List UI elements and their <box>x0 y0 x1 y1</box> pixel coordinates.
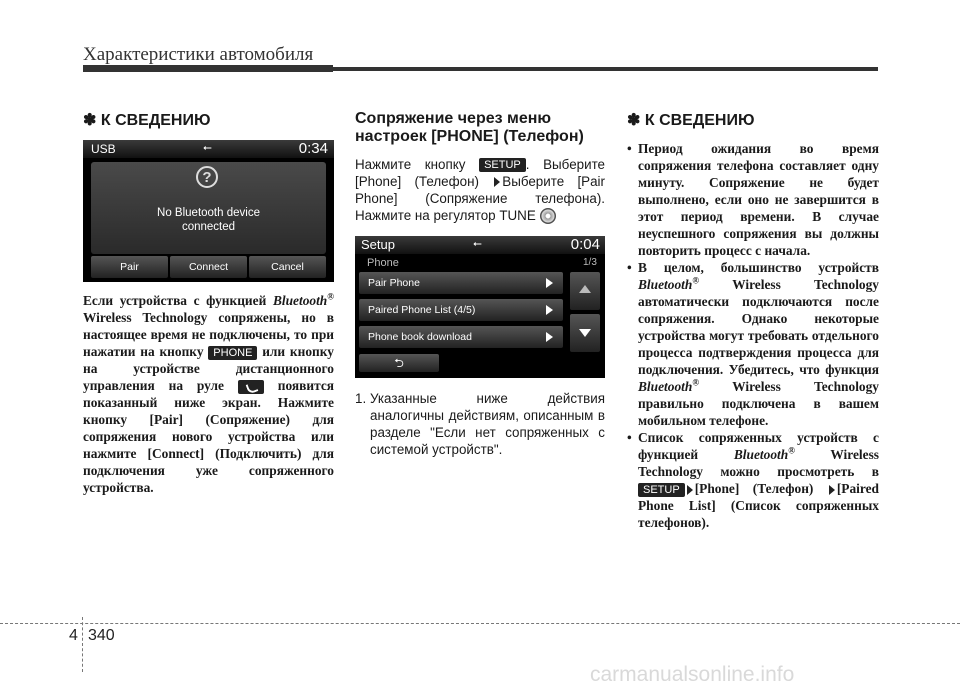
message-line-2: connected <box>181 221 236 233</box>
bullet: • <box>627 430 632 445</box>
arrow-right-icon <box>494 177 500 187</box>
text-run: Wireless Technology можно просмотреть в <box>638 447 879 479</box>
phone-button-badge: PHONE <box>208 346 257 360</box>
dialog-message <box>91 206 326 234</box>
scroll-up-button[interactable] <box>570 272 600 310</box>
item-text: Указанные ниже действия аналогичны действиям, описанным в разделе "Если нет сопряженных с системой устройств". <box>370 391 605 458</box>
screen-subtitle: Phone <box>367 257 399 270</box>
page-number: 340 <box>88 627 115 644</box>
steering-phone-icon <box>238 380 264 394</box>
back-button[interactable]: ⮌ <box>359 354 439 372</box>
question-icon: ? <box>196 166 218 188</box>
column-middle <box>355 110 605 458</box>
screen-status-bar <box>83 140 334 158</box>
usb-icon: ⭠ <box>473 238 482 251</box>
bluetooth-term: Bluetooth <box>638 379 693 394</box>
clock: 0:34 <box>298 140 328 157</box>
dialog-body <box>91 162 326 254</box>
play-arrow-icon <box>546 332 553 342</box>
screen-status-bar <box>355 236 605 254</box>
pair-button[interactable]: Pair <box>91 256 168 278</box>
screen-title: Setup <box>361 237 395 253</box>
list-item <box>627 140 879 259</box>
setup-button-badge: SETUP <box>479 158 526 172</box>
bluetooth-term: Bluetooth <box>272 293 328 308</box>
chapter-number: 4 <box>69 627 78 644</box>
column-left <box>83 110 334 496</box>
text-run: [Phone] (Телефон) <box>694 481 827 496</box>
bullet: • <box>627 141 632 156</box>
arrow-right-icon <box>687 485 693 495</box>
bluetooth-term: Bluetooth <box>733 447 789 462</box>
header-rule-accent <box>83 65 333 72</box>
no-device-screen <box>83 140 334 282</box>
cancel-button[interactable]: Cancel <box>249 256 326 278</box>
text-run: Если устройства с функцией <box>83 293 267 308</box>
note-heading: ✽ К СВЕДЕНИЮ <box>83 112 211 129</box>
source-label: USB <box>91 142 116 156</box>
setup-button-badge: SETUP <box>638 483 685 497</box>
numbered-item <box>355 390 605 458</box>
registered-mark: ® <box>327 291 334 302</box>
bullet: • <box>627 260 632 275</box>
menu-item-phonebook[interactable] <box>359 326 563 348</box>
text-run: Список сопряженных устройств с функцией <box>638 430 879 462</box>
text-run: [Paired Phone List] (Список сопряженных телефонов). <box>638 481 879 530</box>
tune-knob-icon <box>540 208 556 224</box>
registered-mark: ® <box>788 445 795 456</box>
footer-rule <box>0 623 960 624</box>
text-run: или кнопку на устройстве дистанционного управления на руле <box>83 344 334 393</box>
dialog-buttons <box>91 256 326 278</box>
text-run: Выберите [Pair Phone] (Сопряжение телефона). Нажмите на регулятор TUNE <box>355 174 605 223</box>
text-run: Нажмите кнопку <box>355 157 480 172</box>
watermark: carmanualsonline.info <box>590 663 795 686</box>
col1-paragraph <box>83 292 334 496</box>
connect-button[interactable]: Connect <box>170 256 247 278</box>
instructions <box>355 156 605 224</box>
message-line-1: No Bluetooth device <box>157 207 260 219</box>
note-heading: ✽ К СВЕДЕНИЮ <box>627 112 755 129</box>
text-run: . Выберите [Phone] (Телефон) <box>355 157 605 189</box>
footer-divider <box>82 617 83 672</box>
menu-item-paired-list[interactable] <box>359 299 563 321</box>
menu-item-pair-phone[interactable] <box>359 272 563 294</box>
menu-item-label: Paired Phone List (4/5) <box>368 304 476 317</box>
page-indicator: 1/3 <box>583 257 597 269</box>
list-item-text <box>638 429 879 531</box>
menu-item-label: Pair Phone <box>368 277 420 290</box>
list-item <box>627 259 879 429</box>
registered-mark: ® <box>692 377 700 388</box>
section-heading: Сопряжение через меню настроек [PHONE] (Телефон) <box>355 110 584 145</box>
page-header-title: Характеристики автомобиля <box>83 44 314 65</box>
column-right <box>627 110 879 531</box>
registered-mark: ® <box>692 275 700 286</box>
setup-phone-screen <box>355 236 605 378</box>
text-run: В целом, большинство устройств <box>638 260 879 275</box>
list-item-text <box>638 259 879 429</box>
text-run: Wireless Technology автоматически подключаются после сопряжения. Однако некоторые устройства могут требовать отдельного процесса подтверждения процесса для подключения. Убедитесь, что функция <box>638 277 879 377</box>
scroll-down-button[interactable] <box>570 314 600 352</box>
list-item <box>627 429 879 531</box>
text-run: Wireless Technology сопряжены, но в настоящее время не подключены, то при нажатии на кнопку <box>83 310 334 359</box>
usb-icon: ⭠ <box>203 142 212 154</box>
menu-item-label: Phone book download <box>368 331 472 344</box>
list-item-text: Период ожидания во время сопряжения телефона составляет одну минуту. Сопряжение не будет выполнено, если оно не завершится в этот период времени. В случае неуспешного сопряжения вы должны повторить процесс с начала. <box>638 141 879 258</box>
arrow-right-icon <box>829 485 835 495</box>
play-arrow-icon <box>546 305 553 315</box>
bluetooth-term: Bluetooth <box>638 277 693 292</box>
item-number: 1. <box>355 391 367 407</box>
text-run: появится показанный ниже экран. Нажмите кнопку [Pair] (Сопряжение) для сопряжения нового устройства или нажмите [Connect] (Подключить) для подключения уже сопряженного устройства. <box>83 378 335 495</box>
play-arrow-icon <box>546 278 553 288</box>
note-list <box>627 140 879 531</box>
clock: 0:04 <box>570 236 600 254</box>
text-run: Wireless Technology правильно подключена в вашем мобильном телефоне. <box>638 379 879 428</box>
